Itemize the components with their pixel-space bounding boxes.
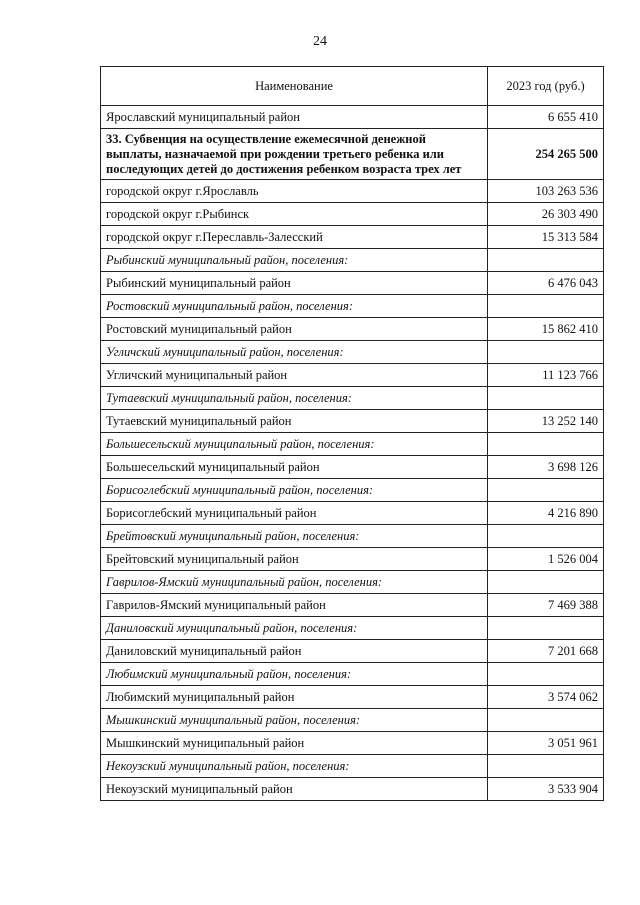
row-name: Рыбинский муниципальный район: [101, 272, 488, 295]
row-value: 15 313 584: [488, 226, 604, 249]
subheading-row: [101, 341, 604, 364]
row-name: Гаврилов-Ямский муниципальный район: [101, 594, 488, 617]
row-name: Любимский муниципальный район, поселения:: [101, 663, 488, 686]
row-value: 6 476 043: [488, 272, 604, 295]
row-value: [488, 249, 604, 272]
row-name: Гаврилов-Ямский муниципальный район, поселения:: [101, 571, 488, 594]
table-row: [101, 502, 604, 525]
row-value: 7 469 388: [488, 594, 604, 617]
table-row: [101, 686, 604, 709]
row-value: 13 252 140: [488, 410, 604, 433]
subheading-row: [101, 525, 604, 548]
subheading-row: [101, 709, 604, 732]
row-name: Любимский муниципальный район: [101, 686, 488, 709]
row-name: Рыбинский муниципальный район, поселения:: [101, 249, 488, 272]
table-row: [101, 456, 604, 479]
row-value: 3 533 904: [488, 778, 604, 801]
table-row: [101, 364, 604, 387]
row-name: Ростовский муниципальный район: [101, 318, 488, 341]
row-value: 103 263 536: [488, 180, 604, 203]
table-row: [101, 732, 604, 755]
row-value: [488, 571, 604, 594]
row-name: городской округ г.Переславль-Залесский: [101, 226, 488, 249]
row-name: Брейтовский муниципальный район, поселения:: [101, 525, 488, 548]
row-name: Тутаевский муниципальный район: [101, 410, 488, 433]
row-name: Даниловский муниципальный район, поселения:: [101, 617, 488, 640]
table-row: [101, 778, 604, 801]
subheading-row: [101, 433, 604, 456]
table-row: [101, 226, 604, 249]
row-name: Борисоглебский муниципальный район, поселения:: [101, 479, 488, 502]
row-value: [488, 709, 604, 732]
page-number: 24: [313, 34, 327, 49]
table-header-row: [101, 67, 604, 106]
row-name: Мышкинский муниципальный район, поселения:: [101, 709, 488, 732]
subheading-row: [101, 479, 604, 502]
table-row: [101, 594, 604, 617]
row-value: [488, 663, 604, 686]
row-value: 3 574 062: [488, 686, 604, 709]
row-value: 3 698 126: [488, 456, 604, 479]
row-value: [488, 295, 604, 318]
row-name: Угличский муниципальный район: [101, 364, 488, 387]
subheading-row: [101, 663, 604, 686]
row-value: 7 201 668: [488, 640, 604, 663]
table-row: [101, 203, 604, 226]
row-value: 11 123 766: [488, 364, 604, 387]
subheading-row: [101, 295, 604, 318]
row-name: Мышкинский муниципальный район: [101, 732, 488, 755]
row-name: Угличский муниципальный район, поселения:: [101, 341, 488, 364]
row-value: [488, 525, 604, 548]
row-value: 254 265 500: [488, 129, 604, 180]
row-name: Даниловский муниципальный район: [101, 640, 488, 663]
table-row: [101, 640, 604, 663]
row-value: [488, 479, 604, 502]
header-name: Наименование: [101, 67, 488, 106]
table-body: [101, 106, 604, 801]
row-name: Большесельский муниципальный район: [101, 456, 488, 479]
row-name: Большесельский муниципальный район, поселения:: [101, 433, 488, 456]
budget-table: [100, 66, 604, 801]
row-value: 3 051 961: [488, 732, 604, 755]
row-name: Ярославский муниципальный район: [101, 106, 488, 129]
subheading-row: [101, 249, 604, 272]
row-name: Некоузский муниципальный район: [101, 778, 488, 801]
row-name: городской округ г.Ярославль: [101, 180, 488, 203]
row-value: 15 862 410: [488, 318, 604, 341]
row-value: [488, 341, 604, 364]
table-row: [101, 272, 604, 295]
table-row: [101, 318, 604, 341]
subheading-row: [101, 387, 604, 410]
row-name: Тутаевский муниципальный район, поселения:: [101, 387, 488, 410]
table-row: [101, 410, 604, 433]
subheading-row: [101, 571, 604, 594]
row-value: 1 526 004: [488, 548, 604, 571]
table-row: [101, 548, 604, 571]
row-name: Некоузский муниципальный район, поселения:: [101, 755, 488, 778]
row-name: Брейтовский муниципальный район: [101, 548, 488, 571]
table-row: [101, 180, 604, 203]
row-value: 26 303 490: [488, 203, 604, 226]
row-name: городской округ г.Рыбинск: [101, 203, 488, 226]
row-name: Ростовский муниципальный район, поселения:: [101, 295, 488, 318]
header-value: 2023 год (руб.): [488, 67, 604, 106]
section-row: [101, 129, 604, 180]
row-value: [488, 755, 604, 778]
row-value: [488, 617, 604, 640]
table-row: [101, 106, 604, 129]
row-value: 4 216 890: [488, 502, 604, 525]
row-value: 6 655 410: [488, 106, 604, 129]
subheading-row: [101, 755, 604, 778]
row-value: [488, 433, 604, 456]
row-name: Борисоглебский муниципальный район: [101, 502, 488, 525]
subheading-row: [101, 617, 604, 640]
row-value: [488, 387, 604, 410]
row-name: 33. Субвенция на осуществление ежемесячной денежной выплаты, назначаемой при рождении третьего ребенка или последующих детей до достижения ребенком возраста трех лет: [101, 129, 488, 180]
